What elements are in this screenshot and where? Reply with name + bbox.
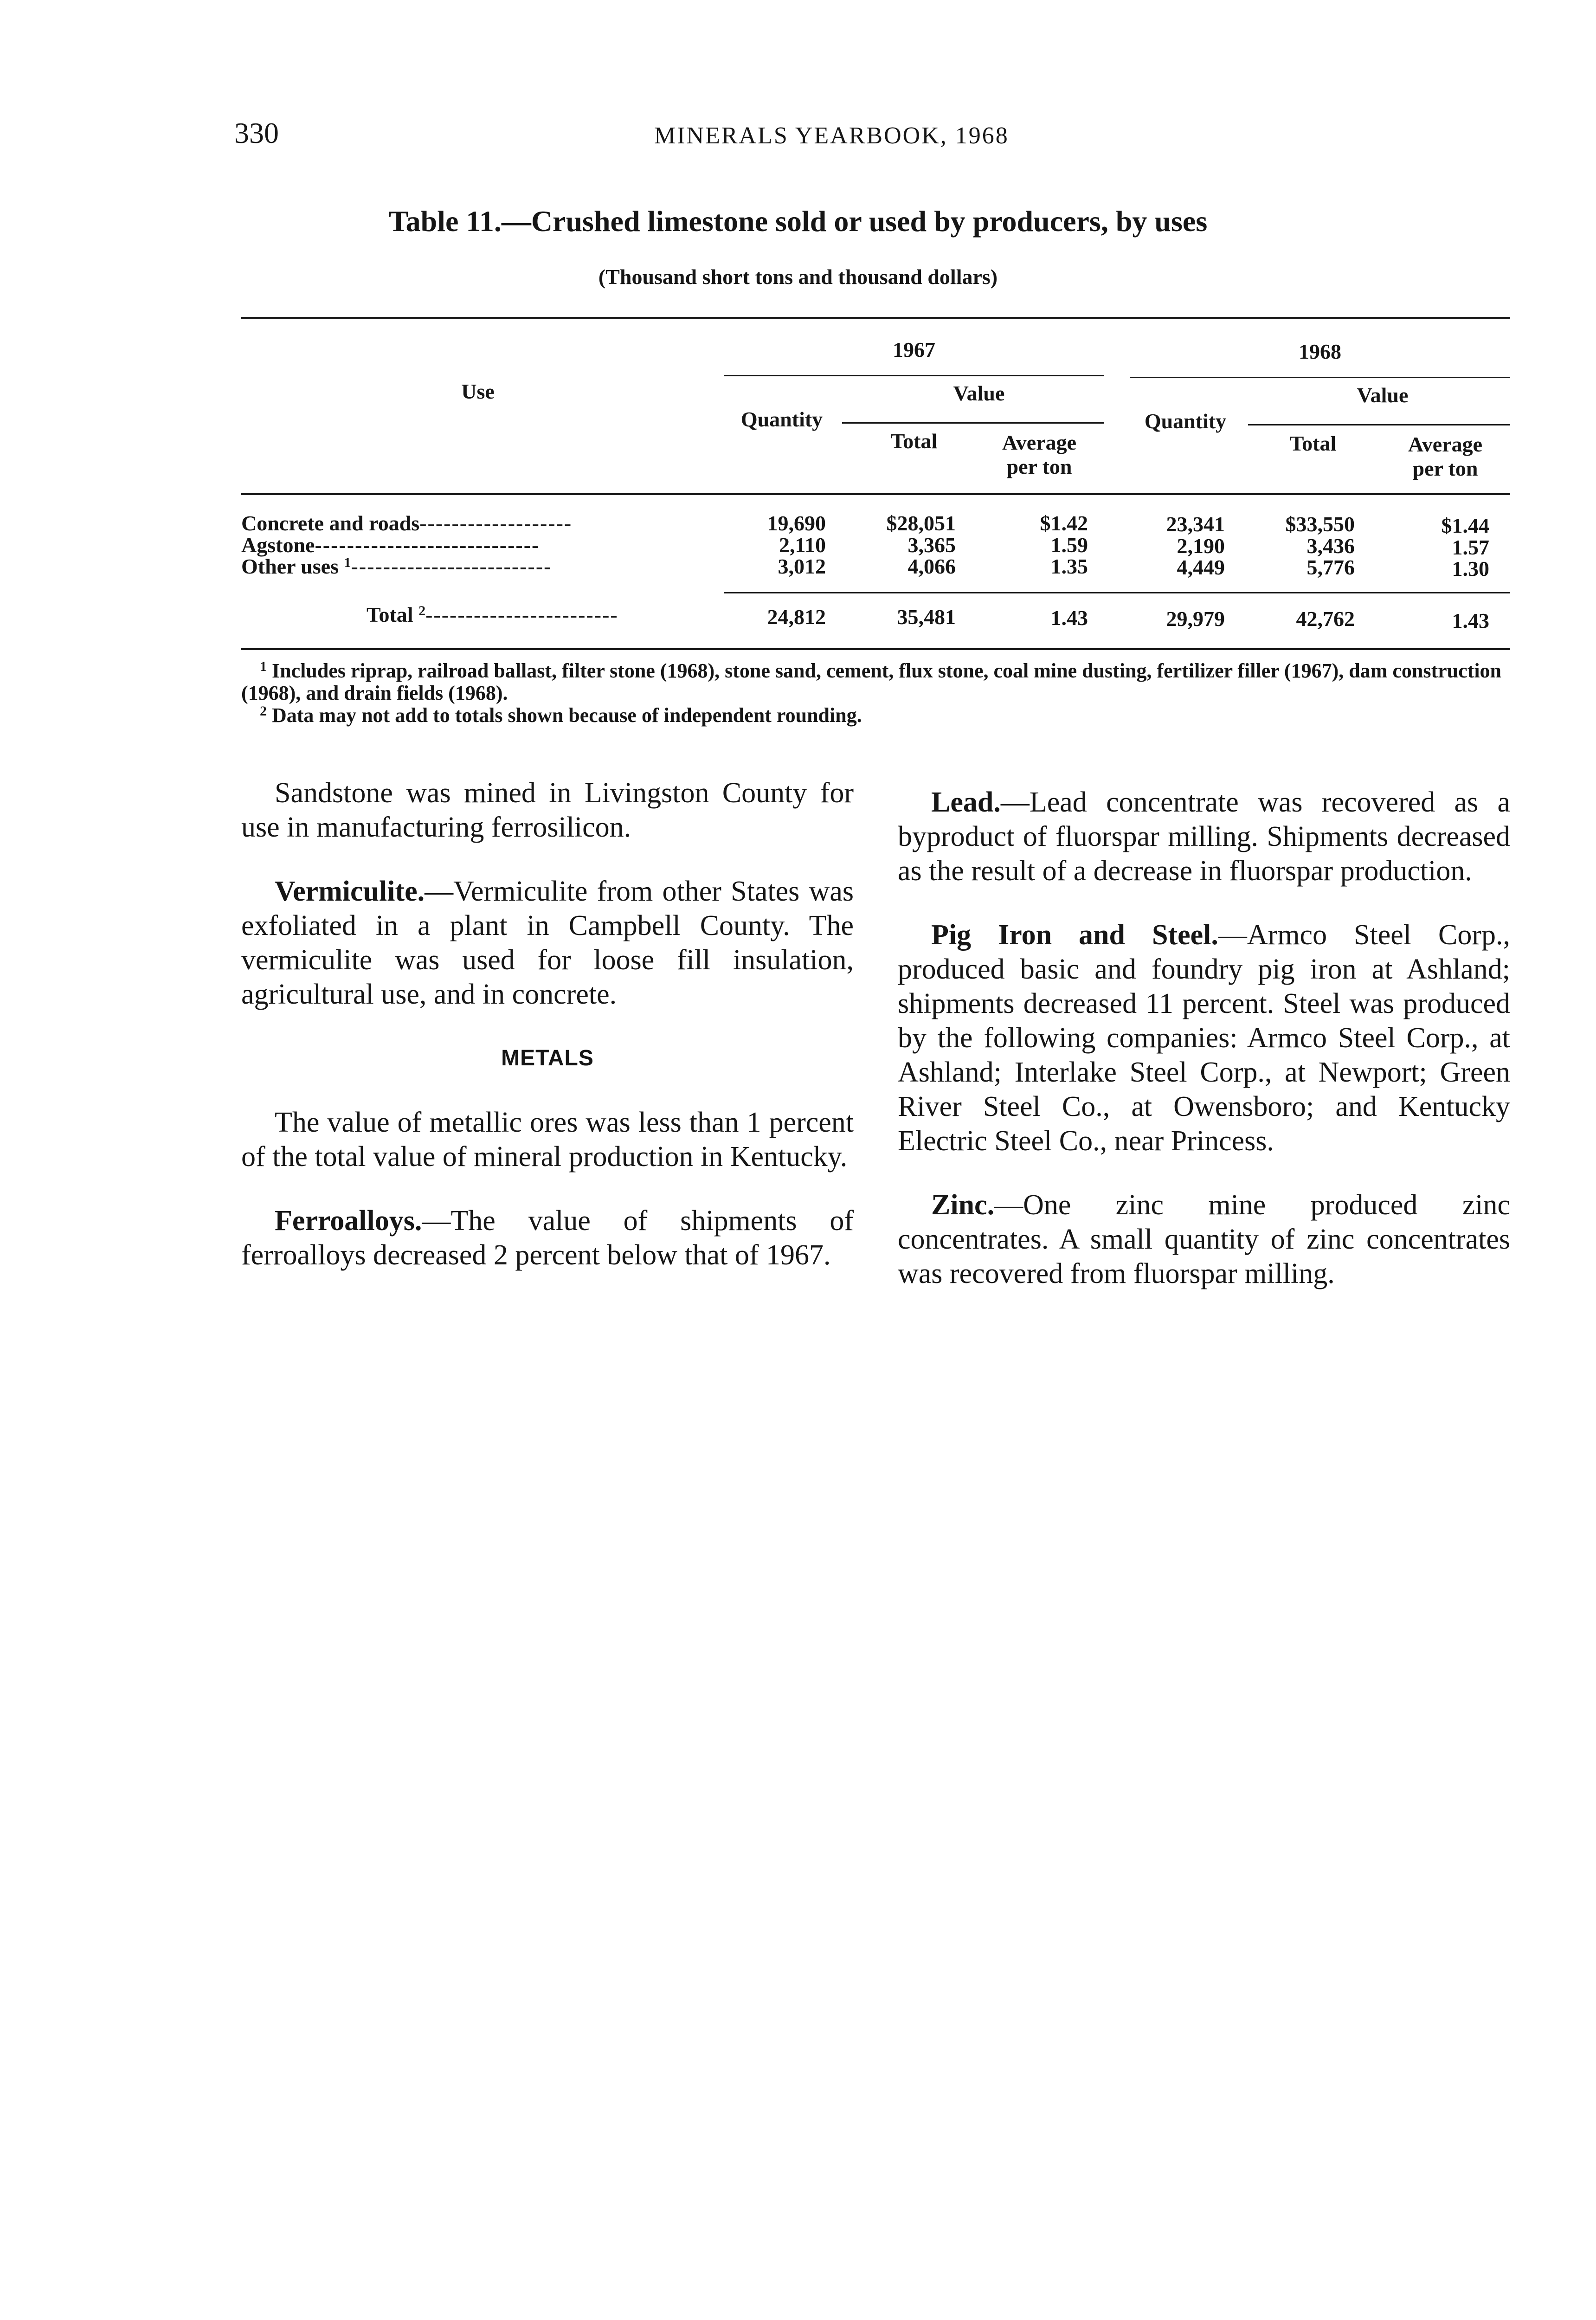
- running-head: MINERALS YEARBOOK, 1968: [654, 122, 1009, 149]
- header-use: Use: [461, 380, 495, 403]
- header-total-1968: Total: [1289, 432, 1337, 455]
- average-1967-cell: $1.42: [1040, 511, 1088, 535]
- average-1967-cell: 1.35: [1050, 554, 1088, 578]
- rule-value-1968: [1248, 424, 1510, 425]
- footnote: [241, 704, 1512, 727]
- total-1968-cell: 3,436: [1306, 534, 1355, 558]
- total-1968-cell: 5,776: [1306, 555, 1355, 579]
- paragraph-ferroalloys: [241, 1204, 854, 1272]
- total-rule: [724, 592, 1510, 593]
- footnote: [241, 660, 1512, 704]
- average-1967-cell: 1.43: [1050, 606, 1088, 630]
- header-value-1967: Value: [953, 381, 1005, 405]
- paragraph-metallic-ores: The value of metallic ores was less than 1 percent of the total value of mineral production in Kentucky.: [241, 1107, 854, 1173]
- header-total-1967: Total: [890, 429, 938, 453]
- row-label: Agstone: [241, 533, 315, 557]
- run-in-heading: Ferroalloys.: [275, 1205, 422, 1237]
- total-1967-cell: 3,365: [907, 533, 956, 557]
- row-leader: -------------------------: [351, 554, 552, 578]
- table-header-rule: [241, 493, 1510, 495]
- table-title: Table 11.—Crushed limestone sold or used by producers, by uses: [388, 205, 1208, 238]
- paragraph-text: —Vermiculite from other States was exfoliated in a plant in Campbell County. The vermiculite was used for loose fill insulation, agricultural use, and in concrete.: [241, 876, 854, 1010]
- total-1967-cell: $28,051: [886, 511, 956, 535]
- average-1968-cell: $1.44: [1441, 514, 1489, 537]
- run-in-heading: Vermiculite.: [275, 876, 425, 907]
- footnote-mark: 1: [344, 555, 351, 570]
- average-1968-cell: 1.30: [1452, 557, 1489, 580]
- right-column: [898, 785, 1510, 1291]
- run-in-heading: Zinc.: [931, 1189, 995, 1221]
- footnote-mark: 2: [418, 603, 426, 619]
- table-subtitle: (Thousand short tons and thousand dollars): [598, 265, 998, 289]
- row-label: Other uses: [241, 554, 339, 578]
- footnote-text: Data may not add to totals shown because of independent rounding.: [272, 704, 862, 727]
- left-column: [241, 776, 854, 1272]
- quantity-1968-cell: 2,190: [1177, 534, 1225, 558]
- header-quantity-1968: Quantity: [1144, 409, 1227, 433]
- row-leader: ------------------------: [425, 603, 618, 626]
- header-year-1967: 1967: [893, 338, 935, 361]
- row-leader: ----------------------------: [315, 533, 540, 557]
- quantity-1968-cell: 23,341: [1166, 512, 1225, 536]
- run-in-heading: Pig Iron and Steel.: [931, 919, 1218, 951]
- average-1968-cell: 1.57: [1452, 535, 1489, 559]
- run-in-heading: Lead.: [931, 786, 1001, 818]
- header-average-1968: Average per ton: [1408, 432, 1483, 480]
- total-1967-cell: 35,481: [897, 605, 956, 629]
- paragraph-text: —One zinc mine produced zinc concentrates. A small quantity of zinc concentrates was recovered from fluorspar milling.: [898, 1189, 1510, 1289]
- quantity-1967-cell: 3,012: [778, 554, 826, 578]
- header-quantity-1967: Quantity: [740, 407, 823, 431]
- row-label: Concrete and roads: [241, 511, 420, 535]
- header-year-1968: 1968: [1299, 340, 1341, 363]
- average-1968-cell: 1.43: [1452, 609, 1489, 632]
- quantity-1968-cell: 4,449: [1177, 555, 1225, 579]
- quantity-1968-cell: 29,979: [1166, 607, 1225, 631]
- footnote-mark: 2: [260, 703, 267, 719]
- table-total-row: [367, 603, 618, 626]
- paragraph-vermiculite: [241, 874, 854, 1012]
- quantity-1967-cell: 2,110: [779, 533, 826, 557]
- table-top-rule: [241, 317, 1510, 319]
- footnote-text: Includes riprap, railroad ballast, filter stone (1968), stone sand, cement, flux stone, coal mine dusting, fertilizer filler (1967), dam construction (1968), and drain fields (1968).: [241, 659, 1502, 704]
- table-row: [241, 512, 572, 535]
- paragraph-text: —Armco Steel Corp., produced basic and foundry pig iron at Ashland; shipments decreased 11 percent. Steel was produced by the following companies: Armco Steel Corp., at Ashland; Interlake Steel Corp., at Newport; Green River Steel Co., at Owensboro; and Kentucky Electric Steel Co., near Princess.: [898, 919, 1510, 1157]
- header-average-1967: Average per ton: [1002, 431, 1077, 478]
- table-row: [241, 555, 552, 578]
- table-footnotes: [241, 660, 1512, 727]
- rule-value-1967: [842, 422, 1104, 424]
- total-1967-cell: 4,066: [907, 554, 956, 578]
- total-1968-cell: $33,550: [1285, 512, 1355, 536]
- quantity-1967-cell: 24,812: [767, 605, 826, 629]
- paragraph-pig-iron-steel: [898, 918, 1510, 1158]
- row-leader: -------------------: [419, 511, 573, 535]
- footnote-mark: 1: [260, 659, 267, 674]
- rule-1968: [1130, 377, 1510, 378]
- table-bottom-rule: [241, 648, 1510, 650]
- section-heading-metals: METALS: [501, 1046, 594, 1070]
- total-1968-cell: 42,762: [1296, 607, 1355, 631]
- paragraph-text: —Lead concentrate was recovered as a byproduct of fluorspar milling. Shipments decreased as the result of a decrease in fluorspar production.: [898, 786, 1510, 887]
- page-number: 330: [234, 116, 279, 149]
- table-row: [241, 534, 540, 557]
- rule-1967: [724, 375, 1104, 376]
- paragraph-zinc: [898, 1188, 1510, 1291]
- paragraph-text: —The value of shipments of ferroalloys decreased 2 percent below that of 1967.: [241, 1205, 854, 1271]
- row-label: Total: [367, 603, 413, 626]
- quantity-1967-cell: 19,690: [767, 511, 826, 535]
- paragraph-sandstone: Sandstone was mined in Livingston County for use in manufacturing ferrosilicon.: [241, 777, 854, 843]
- paragraph-lead: [898, 785, 1510, 888]
- header-value-1968: Value: [1357, 383, 1409, 407]
- average-1967-cell: 1.59: [1050, 533, 1088, 557]
